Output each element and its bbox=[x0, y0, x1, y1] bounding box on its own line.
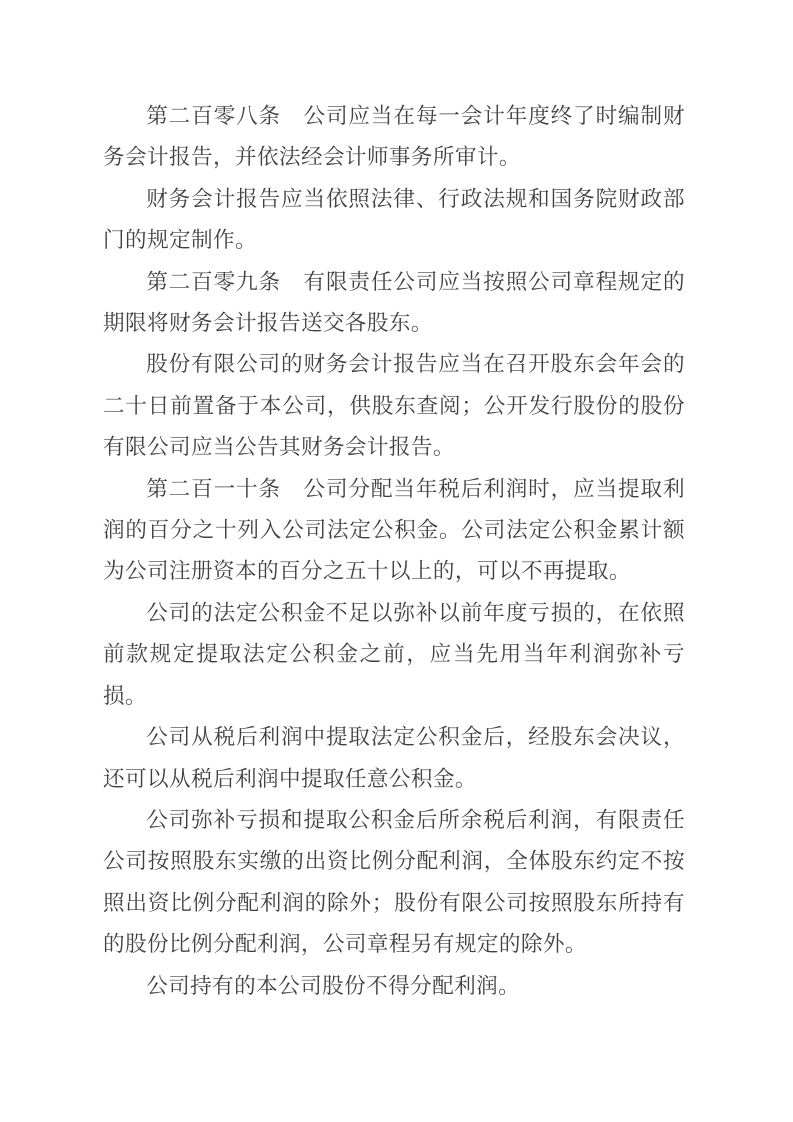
paragraph-article-208: 第二百零八条 公司应当在每一会计年度终了时编制财务会计报告，并依法经会计师事务所审计。 bbox=[103, 104, 685, 170]
paragraph-article-210-clause-5: 公司持有的本公司股份不得分配利润。 bbox=[146, 973, 521, 998]
paragraph-article-210-clause-2: 公司的法定公积金不足以弥补以前年度亏损的，在依照前款规定提取法定公积金之前，应当先用当年利润弥补亏损。 bbox=[103, 600, 685, 708]
paragraph-article-209: 第二百零九条 有限责任公司应当按照公司章程规定的期限将财务会计报告送交各股东。 bbox=[103, 269, 685, 336]
document-body bbox=[103, 96, 685, 1007]
paragraph-article-210-clause-4: 公司弥补亏损和提取公积金后所余税后利润，有限责任公司按照股东实缴的出资比例分配利润，全体股东约定不按照出资比例分配利润的除外；股份有限公司按照股东所持有的股份比例分配利润，公司章程另有规定的除外。 bbox=[103, 807, 685, 957]
paragraph-article-209-clause-2: 股份有限公司的财务会计报告应当在召开股东会年会的二十日前置备于本公司，供股东查阅；公开发行股份的股份有限公司应当公告其财务会计报告。 bbox=[103, 352, 685, 460]
paragraph-article-208-clause-2: 财务会计报告应当依照法律、行政法规和国务院财政部门的规定制作。 bbox=[103, 186, 685, 253]
paragraph-article-210-clause-3: 公司从税后利润中提取法定公积金后，经股东会决议，还可以从税后利润中提取任意公积金。 bbox=[103, 725, 685, 791]
paragraph-article-210: 第二百一十条 公司分配当年税后利润时，应当提取利润的百分之十列入公司法定公积金。公司法定公积金累计额为公司注册资本的百分之五十以上的，可以不再提取。 bbox=[103, 476, 685, 584]
